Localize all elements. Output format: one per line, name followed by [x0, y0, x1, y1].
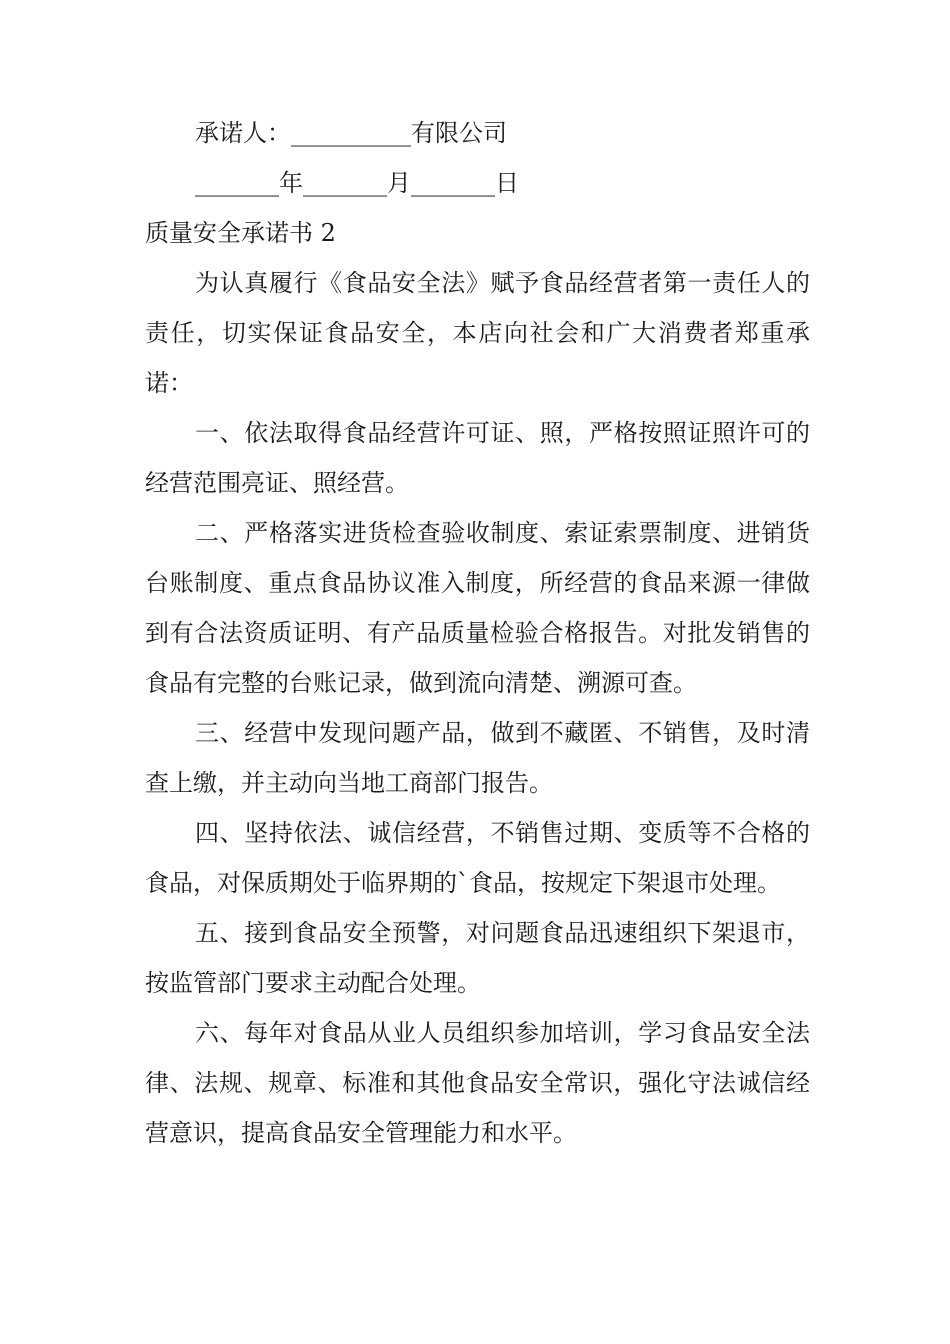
clause-3: 三、经营中发现问题产品，做到不藏匿、不销售，及时清查上缴，并主动向当地工商部门报告。 — [145, 719, 810, 797]
document-page — [145, 108, 810, 1158]
intro-paragraph: 为认真履行《食品安全法》赋予食品经营者第一责任人的责任，切实保证食品安全，本店向社会和广大消费者郑重承诺： — [145, 269, 810, 397]
clause-6: 六、每年对食品从业人员组织参加培训，学习食品安全法律、法规、规章、标准和其他食品安全常识，强化守法诚信经营意识，提高食品安全管理能力和水平。 — [145, 1019, 810, 1147]
clause-4: 四、坚持依法、诚信经营，不销售过期、变质等不合格的食品，对保质期处于临界期的`食品，按规定下架退市处理。 — [145, 819, 810, 897]
clause-2: 二、严格落实进货检查验收制度、索证索票制度、进销货台账制度、重点食品协议准入制度，所经营的食品来源一律做到有合法资质证明、有产品质量检验合格报告。对批发销售的食品有完整的台账记录，做到流向清楚、溯源可查。 — [145, 519, 810, 697]
clause-1: 一、依法取得食品经营许可证、照，严格按照证照许可的经营范围亮证、照经营。 — [145, 419, 810, 497]
promisor-line: 承诺人：__________有限公司 — [195, 119, 507, 147]
section-title: 质量安全承诺书 2 — [145, 219, 336, 247]
date-line: _______年_______月_______日 — [195, 169, 519, 197]
clause-5: 五、接到食品安全预警，对问题食品迅速组织下架退市，按监管部门要求主动配合处理。 — [145, 919, 810, 997]
